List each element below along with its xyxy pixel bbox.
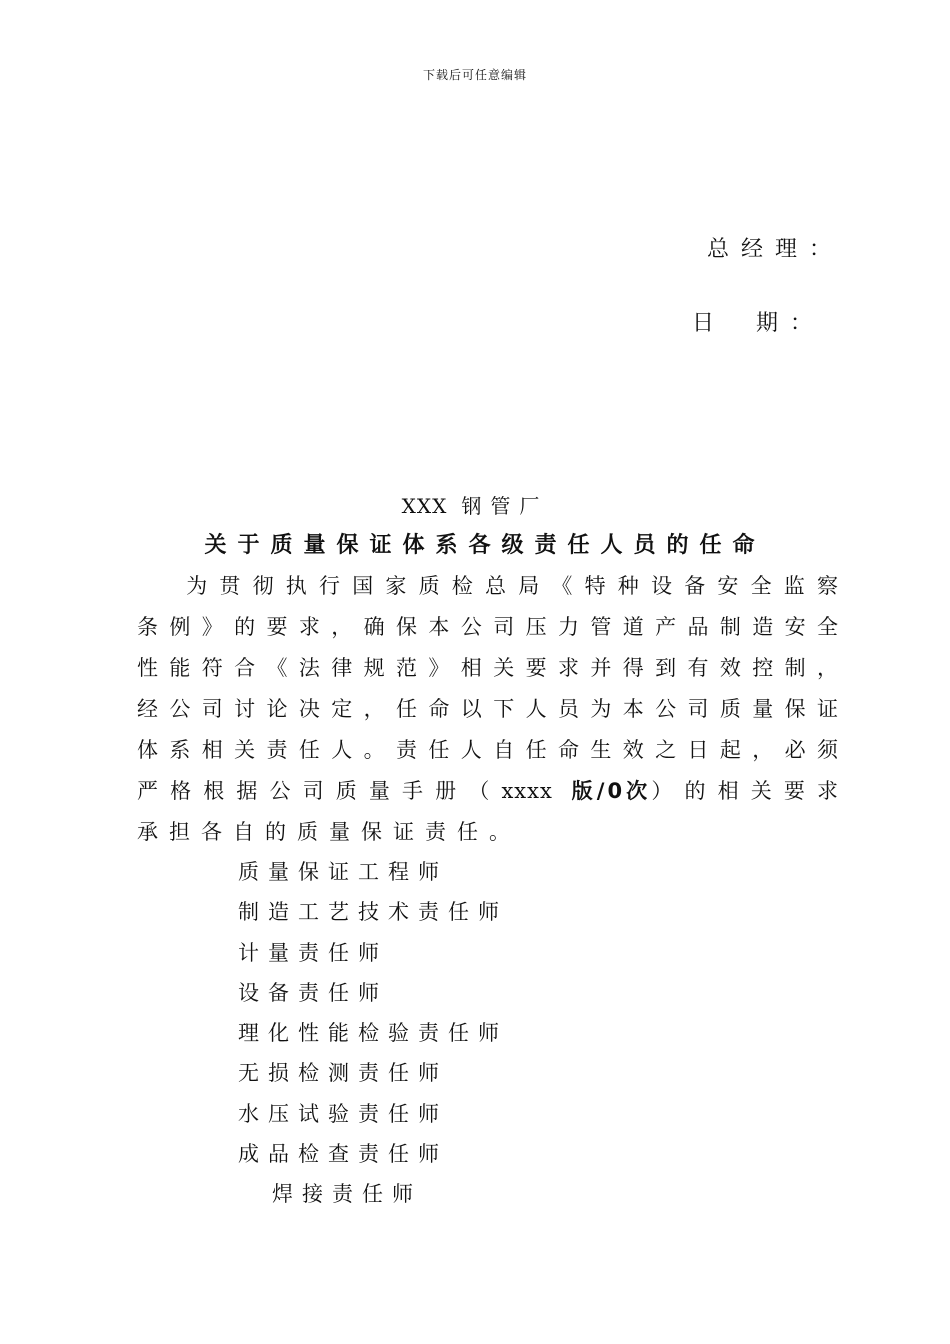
role-item: 计量责任师 [238,940,388,965]
role-item: 设备责任师 [238,980,388,1005]
document-title: 关于质量保证体系各级责任人员的任命 [204,533,766,558]
date-signature-line [692,306,824,337]
header-note: 下载后可任意编辑 [422,68,527,82]
manual-code: xxxx [501,779,553,803]
company-suffix: 钢管厂 [461,494,549,518]
role-item: 水压试验责任师 [238,1101,448,1126]
date-label-rest: 期： [756,311,825,336]
role-item: 质量保证工程师 [238,860,448,884]
company-name [0,490,950,519]
paragraph-text-part2: ）的相关要求承担各自的质量保证责任。 [137,779,849,844]
general-manager-signature-line: 总经理： [707,237,844,262]
role-item: 成品检查责任师 [238,1142,448,1167]
appointment-paragraph [137,566,849,853]
paragraph-text-part1: 为贯彻执行国家质检总局《特种设备安全监察条例》的要求，确保本公司压力管道产品制造安全性能符合《法律规范》相关要求并得到有效控制，经公司讨论决定，任命以下人员为本公司质量保证体系相关责任人。责任人自任命生效之日起，必须严格根据公司质量手册（ [137,574,849,803]
manual-version: 版/0次 [571,779,652,803]
role-item: 焊接责任师 [272,1182,422,1207]
role-list [238,852,508,1215]
date-label-char: 日 [692,311,715,336]
company-prefix: XXX [401,494,448,518]
role-item: 无损检测责任师 [238,1061,448,1086]
role-item: 理化性能检验责任师 [238,1021,508,1046]
role-item: 制造工艺技术责任师 [238,900,508,925]
